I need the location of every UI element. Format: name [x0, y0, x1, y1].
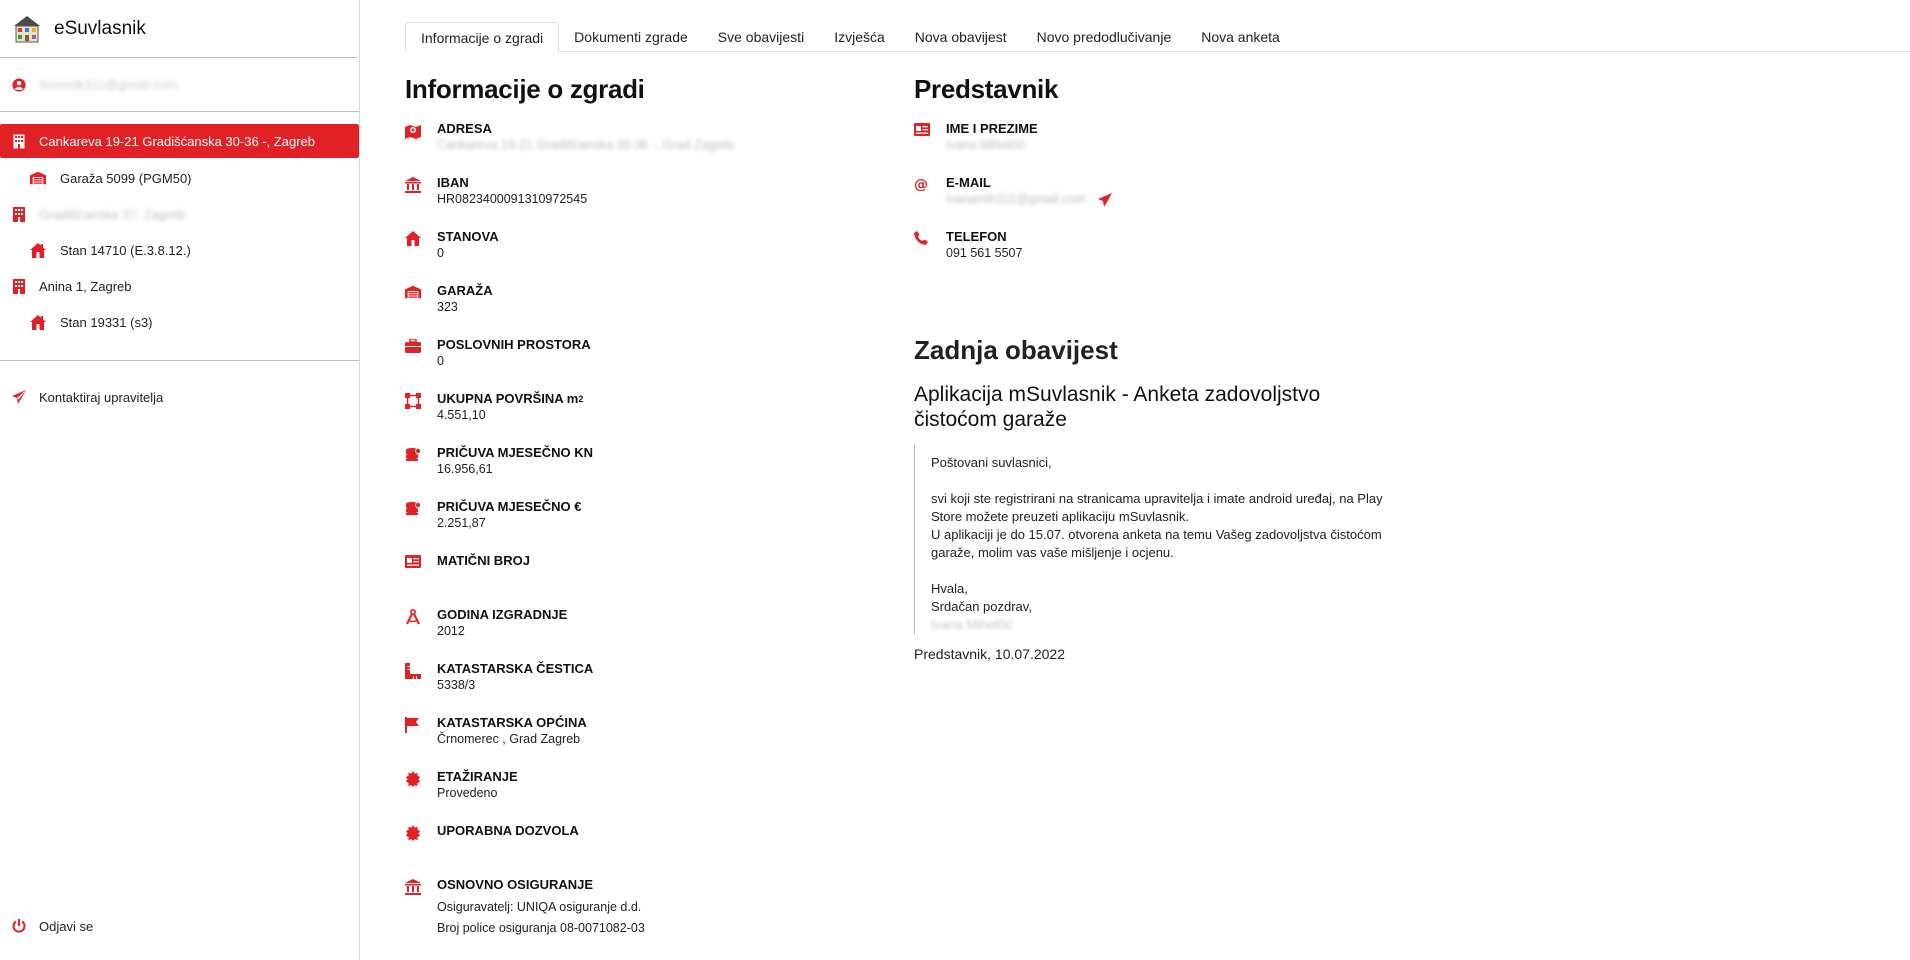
- info-label: GARAŽA: [437, 283, 493, 298]
- contact-manager-link[interactable]: [0, 379, 359, 415]
- sidebar-item-label: Stan 14710 (E.3.8.12.): [60, 242, 191, 258]
- coins-icon: [405, 501, 421, 517]
- building-info-title: Informacije o zgradi: [405, 74, 645, 104]
- sidebar-item-label: Cankareva 19-21 Gradišćanska 30-36 -, Zagreb: [39, 133, 316, 149]
- building-icon: [11, 133, 27, 149]
- info-value: 0: [437, 354, 444, 368]
- info-value: 2012: [437, 624, 465, 638]
- building-info: [405, 74, 885, 947]
- info-label: POSLOVNIH PROSTORA: [437, 337, 591, 352]
- info-value: 2.251,87: [437, 516, 486, 530]
- info-label: ADRESA: [437, 121, 492, 136]
- notice-subject[interactable]: Aplikacija mSuvlasnik - Anketa zadovoljstvo čistoćom garaže: [914, 383, 1321, 431]
- info-dozvola: [405, 823, 885, 877]
- app-logo-icon: [12, 14, 42, 44]
- info-etaziranje: [405, 769, 885, 823]
- sidebar-item-label: Stan 19331 (s3): [60, 314, 153, 330]
- rep-name: [914, 121, 1414, 175]
- tab-bar: [405, 22, 1910, 52]
- tab-obavijesti[interactable]: Sve obavijesti: [717, 29, 805, 45]
- send-email-icon[interactable]: [1098, 193, 1112, 207]
- info-label: UPORABNA DOZVOLA: [437, 823, 579, 838]
- map-marker-icon: [405, 123, 421, 139]
- sidebar: [0, 0, 360, 960]
- info-cestica: [405, 661, 885, 715]
- app-name: eSuvlasnik: [54, 17, 146, 39]
- rep-email: [914, 175, 1414, 229]
- info-label: KATASTARSKA ČESTICA: [437, 661, 594, 676]
- info-maticni: [405, 553, 885, 607]
- info-value: HR0823400091310972545: [437, 192, 588, 206]
- representative-panel: [914, 74, 1414, 662]
- info-value: 16.956,61: [437, 462, 493, 476]
- info-value: 4.551,10: [437, 408, 486, 422]
- notice-body-2: U aplikaciji je do 15.07. otvorena anketa na temu Vašeg zadovoljstva čistoćom garaže, molim vas vaše mišljenje i ocjenu.: [931, 527, 1382, 560]
- info-povrsina: [405, 391, 885, 445]
- send-icon: [11, 389, 27, 405]
- info-opcina: [405, 715, 885, 769]
- bank-icon: [405, 177, 421, 193]
- last-notice-title: Zadnja obavijest: [914, 335, 1118, 365]
- sidebar-item-anina[interactable]: [0, 268, 359, 304]
- info-adresa: [405, 121, 885, 175]
- info-value: 323: [437, 300, 458, 314]
- info-label: PRIČUVA MJESEČNO KN: [437, 445, 594, 460]
- sidebar-divider: [0, 360, 359, 361]
- info-label: KATASTARSKA OPĆINA: [437, 715, 587, 730]
- info-value: Ivana Mihelčić: [946, 138, 1026, 152]
- power-icon: [11, 918, 27, 934]
- building-nav: [0, 112, 359, 340]
- certificate-icon: [405, 825, 421, 841]
- sidebar-item-label: Garaža 5099 (PGM50): [60, 170, 192, 186]
- tab-dokumenti[interactable]: Dokumenti zgrade: [574, 29, 688, 45]
- at-icon: [914, 177, 930, 193]
- logout-label: Odjavi se: [39, 918, 94, 934]
- garage-icon: [405, 285, 421, 301]
- info-poslovni: [405, 337, 885, 391]
- sidebar-item-cankareva[interactable]: [0, 124, 359, 158]
- info-label: STANOVA: [437, 229, 499, 244]
- id-card-icon: [405, 555, 421, 571]
- notice-greeting: Poštovani suvlasnici,: [931, 455, 1052, 470]
- info-label: IME I PREZIME: [946, 121, 1038, 136]
- info-garaza: [405, 283, 885, 337]
- building-icon: [11, 278, 27, 294]
- sidebar-item-gradiscanska[interactable]: [0, 196, 359, 232]
- garage-icon: [30, 170, 46, 186]
- phone-icon: [914, 231, 930, 247]
- tab-nova-obavijest[interactable]: Nova obavijest: [914, 29, 1007, 45]
- info-pricuva-kn: [405, 445, 885, 499]
- notice-body-1: svi koji ste registrirani na stranicama upravitelja i imate android uređaj, na Play Store možete preuzeti aplikaciju mSuvlasnik.: [931, 491, 1383, 524]
- info-label-sup: 2: [578, 394, 584, 404]
- info-label: PRIČUVA MJESEČNO €: [437, 499, 582, 514]
- notice-signature: Ivana Mihelčić: [931, 617, 1014, 632]
- contact-manager-label: Kontaktiraj upravitelja: [39, 389, 164, 405]
- info-value: Osiguravatelj: UNIQA osiguranje d.d.: [437, 900, 642, 914]
- sidebar-item-stan-19331[interactable]: [0, 304, 359, 340]
- id-card-icon: [914, 123, 930, 139]
- house-icon: [405, 231, 421, 247]
- info-value: 5338/3: [437, 678, 476, 692]
- tab-informacije[interactable]: Informacije o zgradi: [405, 22, 559, 52]
- info-label: GODINA IZGRADNJE: [437, 607, 568, 622]
- info-label: TELEFON: [946, 229, 1007, 244]
- sidebar-item-garage-5099[interactable]: [0, 160, 359, 196]
- info-godina: [405, 607, 885, 661]
- compass-drafting-icon: [405, 609, 421, 625]
- briefcase-icon: [405, 339, 421, 355]
- tab-nova-anketa[interactable]: Nova anketa: [1201, 29, 1280, 45]
- info-osiguranje: [405, 877, 885, 947]
- info-value: Cankareva 19-21 Gradišćanska 30-36 -, Grad Zagreb: [437, 138, 734, 152]
- sidebar-item-label: Anina 1, Zagreb: [39, 278, 132, 294]
- building-icon: [11, 206, 27, 222]
- info-value: 091 561 5507: [946, 246, 1023, 260]
- info-label-text: UKUPNA POVRŠINA m: [437, 391, 579, 406]
- brand[interactable]: [0, 0, 357, 58]
- info-label: MATIČNI BROJ: [437, 553, 530, 568]
- sidebar-item-stan-14710[interactable]: [0, 232, 359, 268]
- info-value: Črnomerec , Grad Zagreb: [437, 732, 581, 746]
- info-value: 0: [437, 246, 444, 260]
- house-icon: [30, 314, 46, 330]
- certificate-icon: [405, 771, 421, 787]
- user-email: korisnik311@gmail.com: [40, 77, 178, 92]
- info-value-2: Broj police osiguranja 08-0071082-03: [437, 921, 645, 935]
- notice-body: [914, 444, 1394, 634]
- logout-button[interactable]: [0, 908, 359, 944]
- ruler-combined-icon: [405, 663, 421, 679]
- tab-predodlucivanje[interactable]: Novo predodlučivanje: [1036, 29, 1172, 45]
- tab-izvjesca[interactable]: Izvješća: [834, 29, 885, 45]
- user-circle-icon: [12, 78, 26, 92]
- notice-closing-1: Hvala,: [931, 581, 968, 596]
- user-account[interactable]: [0, 58, 359, 112]
- info-value: Provedeno: [437, 786, 498, 800]
- flag-icon: [405, 717, 421, 733]
- notice-paragraph: [931, 490, 1394, 562]
- house-icon: [30, 242, 46, 258]
- info-pricuva-eur: [405, 499, 885, 553]
- info-label: ETAŽIRANJE: [437, 769, 518, 784]
- info-stanova: [405, 229, 885, 283]
- rep-email-value: ivanamih311@gmail.com: [946, 192, 1086, 206]
- info-label: [437, 391, 583, 407]
- info-value: [946, 191, 1112, 208]
- notice-footer: Predstavnik, 10.07.2022: [914, 646, 1065, 662]
- info-label: OSNOVNO OSIGURANJE: [437, 877, 594, 892]
- info-label: IBAN: [437, 175, 469, 190]
- representative-title: Predstavnik: [914, 74, 1059, 104]
- coins-icon: [405, 447, 421, 463]
- notice-closing-2: Srdačan pozdrav,: [931, 599, 1032, 614]
- main-content: [361, 0, 1910, 960]
- vector-square-icon: [405, 393, 421, 409]
- svg-text:@: @: [914, 177, 928, 191]
- sidebar-item-label: Gradišćanska 3?, Zagreb: [39, 206, 185, 222]
- info-label: E-MAIL: [946, 175, 991, 190]
- info-iban: [405, 175, 885, 229]
- bank-icon: [405, 879, 421, 895]
- rep-phone: [914, 229, 1414, 283]
